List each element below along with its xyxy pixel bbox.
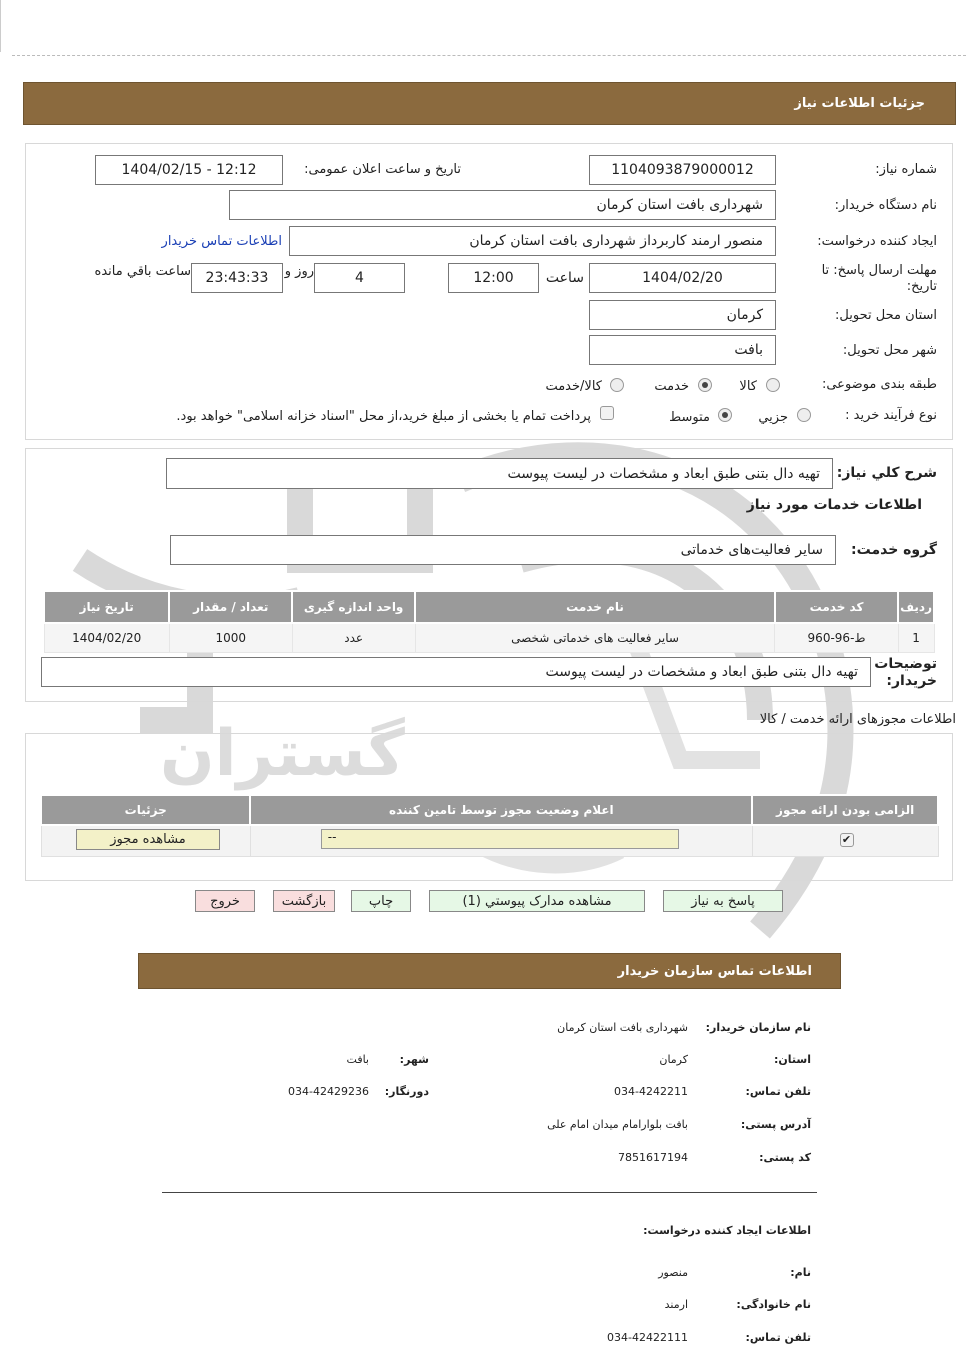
creator-last-name-label: نام خانوادگی: bbox=[736, 1298, 811, 1311]
table-row bbox=[41, 825, 938, 857]
buyer-contact-link[interactable]: اطلاعات تماس خریدار bbox=[161, 234, 282, 249]
contact-fax-value: 034-42429236 bbox=[288, 1085, 369, 1098]
contact-title: اطلاعات تماس سازمان خریدار bbox=[617, 964, 812, 979]
col-row: رديف bbox=[898, 591, 934, 623]
announce-date-label: تاریخ و ساعت اعلان عمومی: bbox=[304, 162, 461, 177]
deadline-label: مهلت ارسال پاسخ: تا تاریخ: bbox=[821, 263, 937, 294]
province-field: کرمان bbox=[589, 300, 776, 330]
deadline-time-label: ساعت bbox=[545, 270, 584, 286]
contact-address-label: آدرس پستی: bbox=[740, 1118, 811, 1131]
watermark-text: گستران bbox=[160, 717, 405, 791]
category-goods-service-radio[interactable] bbox=[610, 378, 624, 392]
cell-need-date: 1404/02/20 bbox=[44, 623, 169, 653]
category-goods-radio[interactable] bbox=[766, 378, 780, 392]
creator-last-name-value: ارمند bbox=[664, 1298, 688, 1311]
contact-city-label: شهر: bbox=[399, 1053, 429, 1066]
cell-row: 1 bbox=[898, 623, 934, 653]
general-description-field: تهیه دال بتنی طبق ابعاد و مشخصات در لیست پیوست bbox=[166, 458, 833, 489]
general-description-label: شرح کلي نياز: bbox=[836, 465, 937, 481]
need-number-label: شماره نیاز: bbox=[875, 162, 937, 177]
category-label: طبقه بندی موضوعی: bbox=[821, 377, 937, 392]
process-type-label: نوع فرآیند خرید : bbox=[845, 408, 937, 423]
need-number-field: 1104093879000012 bbox=[589, 155, 776, 185]
col-license-required: الزامی بودن ارائه مجوز bbox=[752, 795, 938, 825]
deadline-time-field: 12:00 bbox=[448, 263, 539, 293]
license-status-cell bbox=[250, 825, 752, 857]
remaining-time-label: ساعت باقي مانده bbox=[94, 264, 191, 279]
creator-phone-label: تلفن تماس: bbox=[745, 1331, 811, 1344]
top-dashed-divider bbox=[12, 55, 966, 56]
process-minor-radio[interactable] bbox=[797, 408, 811, 422]
buyer-notes-field: تهیه دال بتنی طبق ابعاد و مشخصات در لیست پیوست bbox=[41, 657, 871, 687]
creator-phone-value: 034-42422111 bbox=[607, 1331, 688, 1344]
city-field: بافت bbox=[589, 335, 776, 365]
col-service-code: کد خدمت bbox=[775, 591, 898, 623]
contact-header bbox=[138, 953, 841, 989]
contact-phone-value: 034-4242211 bbox=[614, 1085, 688, 1098]
deadline-date-field: 1404/02/20 bbox=[589, 263, 776, 293]
licenses-table bbox=[40, 794, 939, 857]
reply-button[interactable]: پاسخ به نیاز bbox=[663, 890, 783, 912]
cell-service-name: سایر فعالیت های خدماتی شخصی bbox=[415, 623, 775, 653]
service-group-label: گروه خدمت: bbox=[851, 542, 937, 558]
col-quantity: تعداد / مقدار bbox=[169, 591, 292, 623]
contact-postal-label: کد پستی: bbox=[759, 1151, 811, 1164]
creator-label: ایجاد کننده درخواست: bbox=[817, 234, 937, 249]
col-unit: واحد اندازه گیری bbox=[292, 591, 415, 623]
category-goods-service-label: کالا/خدمت bbox=[545, 379, 602, 394]
back-button[interactable]: بازگشت bbox=[273, 890, 335, 912]
col-need-date: تاریخ نیاز bbox=[44, 591, 169, 623]
page-title: جزئیات اطلاعات نیاز bbox=[794, 96, 925, 111]
contact-city-value: بافت bbox=[346, 1053, 369, 1066]
days-label: روز و bbox=[284, 264, 314, 279]
org-label: نام سازمان خریدار: bbox=[705, 1021, 811, 1034]
remaining-time-field: 23:43:33 bbox=[191, 263, 283, 293]
license-required-checkbox[interactable]: ✔ bbox=[840, 833, 854, 847]
contact-fax-label: دورنگار: bbox=[384, 1085, 429, 1098]
contact-phone-label: تلفن تماس: bbox=[745, 1085, 811, 1098]
process-medium-radio[interactable] bbox=[718, 408, 732, 422]
exit-button[interactable]: خروج bbox=[195, 890, 255, 912]
days-field: 4 bbox=[314, 263, 405, 293]
contact-postal-value: 7851617194 bbox=[618, 1151, 688, 1164]
org-value: شهرداری بافت استان کرمان bbox=[557, 1021, 688, 1034]
licenses-title: اطلاعات مجوزهای ارائه خدمت / کالا bbox=[759, 712, 956, 727]
license-required-cell bbox=[752, 825, 938, 857]
page-header bbox=[23, 82, 956, 125]
print-button[interactable]: چاپ bbox=[351, 890, 411, 912]
buyer-name-label: نام دستگاه خریدار: bbox=[834, 198, 937, 213]
view-license-button[interactable]: مشاهده مجوز bbox=[76, 829, 220, 850]
category-goods-label: کالا bbox=[739, 379, 757, 394]
category-service-label: خدمت bbox=[654, 379, 689, 394]
service-group-field: سایر فعالیت‌های خدماتی bbox=[170, 535, 836, 565]
contact-province-label: استان: bbox=[774, 1053, 811, 1066]
process-minor-label: جزيي bbox=[758, 410, 788, 425]
creator-first-name-label: نام: bbox=[790, 1266, 811, 1279]
contact-address-value: بافت بلوارامام میدان امام علی bbox=[547, 1118, 688, 1131]
services-table bbox=[43, 590, 935, 653]
col-service-name: نام خدمت bbox=[415, 591, 775, 623]
buyer-name-field: شهرداری بافت استان کرمان bbox=[229, 190, 776, 220]
treasury-note: پرداخت تمام یا بخشی از مبلغ خرید،از محل "اسناد خزانه اسلامی" خواهد بود. bbox=[176, 409, 591, 424]
attachments-button[interactable]: مشاهده مدارک پیوستي (1) bbox=[429, 890, 645, 912]
col-license-status: اعلام وضعیت مجوز توسط تامین کننده bbox=[250, 795, 752, 825]
creator-info-title: اطلاعات ایجاد کننده درخواست: bbox=[643, 1224, 811, 1237]
creator-first-name-value: منصور bbox=[658, 1266, 688, 1279]
city-label: شهر محل تحویل: bbox=[842, 343, 937, 358]
buyer-notes-label: توضیحات خریدار: bbox=[874, 656, 937, 689]
process-medium-label: متوسط bbox=[669, 410, 710, 425]
services-section-title: اطلاعات خدمات مورد نیاز bbox=[746, 497, 922, 513]
col-license-details: جزئیات bbox=[41, 795, 250, 825]
license-details-cell bbox=[41, 825, 250, 857]
cell-service-code: ط-96-960 bbox=[775, 623, 898, 653]
contact-divider bbox=[162, 1192, 817, 1193]
cell-quantity: 1000 bbox=[169, 623, 292, 653]
creator-field: منصور ارمند کاربرداز شهرداری بافت استان کرمان bbox=[289, 226, 776, 256]
category-service-radio[interactable] bbox=[698, 378, 712, 392]
top-left-divider bbox=[0, 0, 1, 52]
announce-date-field: 1404/02/15 - 12:12 bbox=[95, 155, 283, 185]
cell-unit: عدد bbox=[292, 623, 415, 653]
services-table-header bbox=[44, 591, 934, 623]
license-status-field[interactable]: -- bbox=[321, 829, 679, 849]
contact-province-value: کرمان bbox=[659, 1053, 688, 1066]
treasury-checkbox[interactable] bbox=[600, 406, 614, 420]
province-label: استان محل تحویل: bbox=[835, 308, 937, 323]
table-row bbox=[44, 623, 934, 653]
licenses-table-header bbox=[41, 795, 938, 825]
